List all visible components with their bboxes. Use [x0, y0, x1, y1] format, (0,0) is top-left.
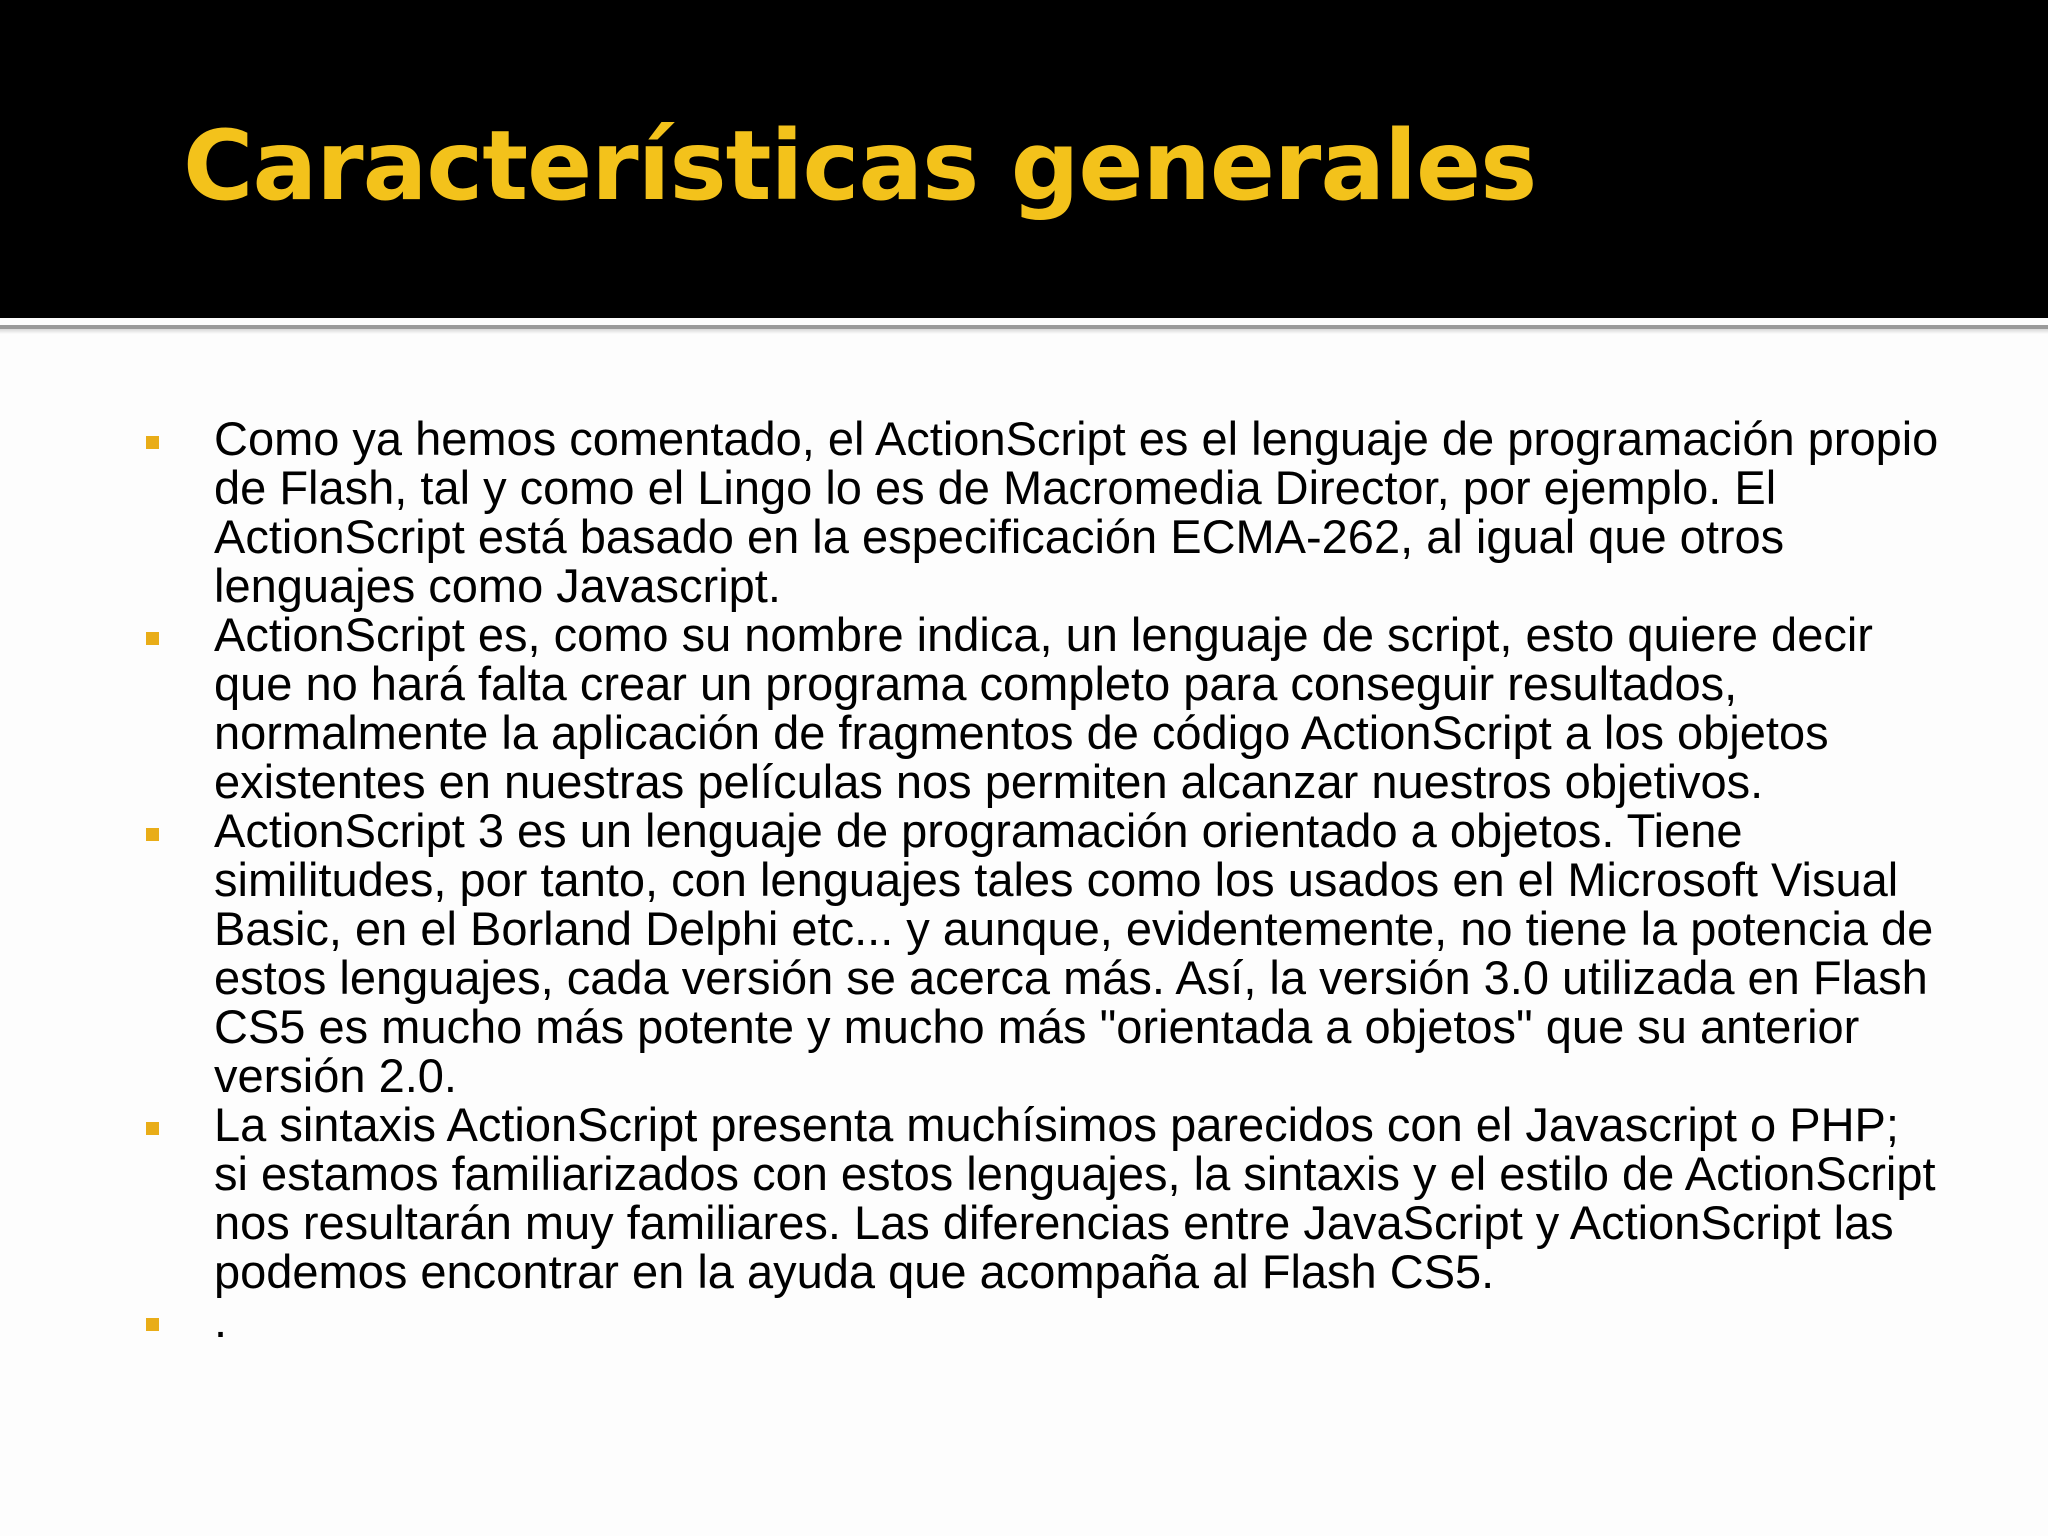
bullet-text: .	[214, 1294, 228, 1347]
square-bullet-icon	[146, 828, 159, 841]
bullet-text: ActionScript 3 es un lenguaje de programación orientado a objetos. Tiene similitudes, por tanto, con lenguajes tales como los usados en el Microsoft Visual Basic, en el Borland Delphi etc... y aunque, evidentemente, no tiene la potencia de estos lenguajes, cada versión se acerca más. Así, la versión 3.0 utilizada en Flash CS5 es mucho más potente y mucho más "orientada a objetos" que su anterior versión 2.0.	[214, 804, 1934, 1102]
square-bullet-icon	[146, 436, 159, 449]
title-divider-shadow	[0, 329, 2048, 334]
bullet-item	[140, 806, 1940, 1100]
bullet-item	[140, 414, 1940, 610]
bullet-item	[140, 1100, 1940, 1296]
slide-title: Características generales	[183, 110, 1537, 222]
square-bullet-icon	[146, 1122, 159, 1135]
title-band	[0, 0, 2048, 318]
bullet-text: ActionScript es, como su nombre indica, un lenguaje de script, esto quiere decir que no hará falta crear un programa completo para conseguir resultados, normalmente la aplicación de fragmentos de código ActionScript a los objetos existentes en nuestras películas nos permiten alcanzar nuestros objetivos.	[214, 608, 1873, 808]
bullet-item	[140, 1296, 1940, 1345]
square-bullet-icon	[146, 1318, 159, 1331]
bullet-text: La sintaxis ActionScript presenta muchísimos parecidos con el Javascript o PHP; si estamos familiarizados con estos lenguajes, la sintaxis y el estilo de ActionScript nos resultarán muy familiares. Las diferencias entre JavaScript y ActionScript las podemos encontrar en la ayuda que acompaña al Flash CS5.	[214, 1098, 1936, 1298]
bullet-list	[140, 414, 1940, 1345]
square-bullet-icon	[146, 632, 159, 645]
bullet-item	[140, 610, 1940, 806]
bullet-text: Como ya hemos comentado, el ActionScript es el lenguaje de programación propio de Flash, tal y como el Lingo lo es de Macromedia Director, por ejemplo. El ActionScript está basado en la especificación ECMA-262, al igual que otros lenguajes como Javascript.	[214, 412, 1939, 612]
